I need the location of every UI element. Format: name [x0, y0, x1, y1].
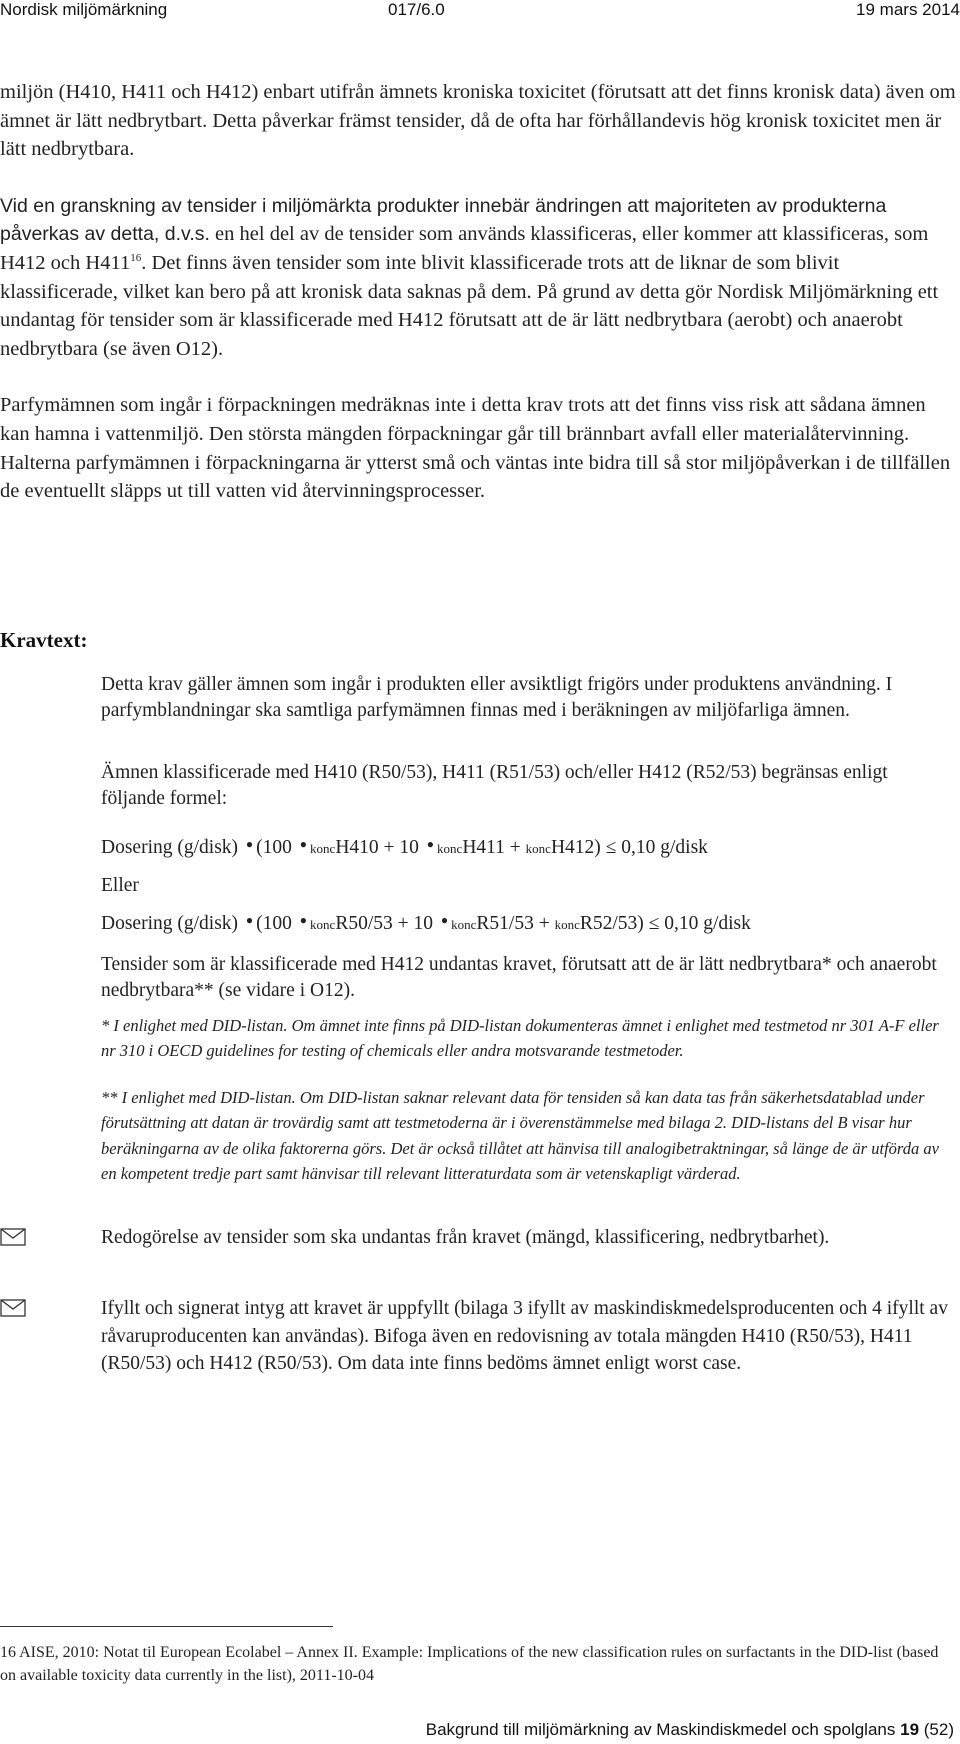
- kravtext-heading: Kravtext:: [0, 628, 88, 652]
- kravtext-limit-text: Ämnen klassificerade med H410 (R50/53), H411 (R51/53) och/eller H412 (R52/53) begränsas enligt följande formel:: [101, 762, 888, 809]
- envelope-checkbox-icon[interactable]: [0, 1228, 26, 1246]
- footnote-single-asterisk: * I enlighet med DID-listan. Om ämnet inte finns på DID-listan dokumenteras ämnet i enlighet med testmetod nr 301 A-F eller nr 310 i OECD guidelines for testing of chemicals eller andra motsvarande testmetoder.: [101, 1016, 939, 1061]
- formula-or: Eller: [101, 875, 139, 896]
- paragraph-surfactants: [0, 192, 958, 364]
- header-document-number: 017/6.0: [388, 0, 445, 19]
- paragraph-environment: miljön (H410, H411 och H412) enbart utifrån ämnets kroniska toxicitet (förutsatt att det finns kronisk data) även om ämnet är lätt nedbrytbart. Detta påverkar främst tensider, då de ofta har förhållandevis hög kronisk toxicitet men är lätt nedbrytbara.: [0, 81, 956, 161]
- footer-title: Bakgrund till miljömärkning av Maskindiskmedel och spolglans: [425, 1720, 896, 1739]
- paragraph-surfactants-rest: . Det finns även tensider som inte blivit klassificerade trots att de liknar de som blivit klassificerade, vilket kan bero på att kronisk data saknas på dem. På grund av detta gör Nordisk Miljömärkning ett undantag för tensider som är klassificerade med H412 förutsatt att de är lätt nedbrytbara (aerobt) och anaerobt nedbrytbara (se även O12).: [0, 251, 939, 360]
- kravtext-limit: [101, 760, 953, 811]
- formula-r-phrases: Dosering (g/disk) ● (100 ● koncR50/53 + 10 ● koncR51/53 + koncR52/53) ≤ 0,10 g/disk: [101, 913, 751, 934]
- body-text: [0, 78, 958, 506]
- footnote-double-asterisk: ** I enlighet med DID-listan. Om DID-listan saknar relevant data för tensiden så kan data tas från säkerhetsdatablad under förutsättning att datan är trovärdig samt att testmetoderna är i överenstämmelse med bilaga 2. DID-listans del B visar hur beräkningarna av de olika faktorerna görs. Det är också tillåtet att hänvisa till analogibetraktningar, så länge de är utförda av en kompetent tredje part samt hänvisar till relevant litteraturdata som är vetenskapligt värderad.: [101, 1088, 939, 1184]
- header-date: 19 mars 2014: [856, 0, 960, 19]
- checklist-item-text: Ifyllt och signerat intyg att kravet är uppfyllt (bilaga 3 ifyllt av maskindiskmedelsproducenten och 4 ifyllt av råvaruproducenten kan användas). Bifoga även en redovisning av totala mängden H410 (R50/53), H411 (R50/53) och H412 (R50/53). Om data inte finns bedöms ämnet enligt worst case.: [101, 1298, 948, 1374]
- checklist-item-text: Redogörelse av tensider som ska undantas från kravet (mängd, klassificering, nedbrytbarhet).: [101, 1227, 830, 1248]
- footer-page-number: 19: [900, 1720, 920, 1739]
- envelope-checkbox-icon[interactable]: [0, 1299, 26, 1317]
- footnote-reference[interactable]: 16: [130, 252, 142, 265]
- header-organization: Nordisk miljömärkning: [0, 0, 168, 19]
- bullet-dot: ●: [245, 837, 254, 851]
- bullet-dot: ●: [426, 837, 435, 851]
- paragraph-surfactants-middle: en hel del av de tensider som används klassificeras, eller kommer att klassificeras, som H412 och H411: [0, 223, 929, 274]
- paragraph-perfume: Parfymämnen som ingår i förpackningen medräknas inte i detta krav trots att det finns viss risk att sådana ämnen kan hamna i vattenmiljö. Den största mängden förpackningar går till brännbart avfall eller materialåtervinning. Halterna parfymämnen i förpackningarna är ytterst små och väntas inte bidra till så stor miljöpåverkan i de tillfällen de eventuellt släpps ut till vatten vid återvinningsprocesser.: [0, 394, 951, 503]
- kravtext-intro-text: Detta krav gäller ämnen som ingår i produkten eller avsiktligt frigörs under produktens användning. I parfymblandningar ska samtliga parfymämnen finnas med i beräkningen av miljöfarliga ämnen.: [101, 674, 893, 721]
- bullet-dot: ●: [440, 913, 449, 927]
- bullet-dot: ●: [299, 837, 308, 851]
- footnote-separator: [0, 1626, 333, 1627]
- paragraph-surfactants-lead: Vid en granskning av tensider i miljömärkta produkter innebär ändringen att majoriteten av produkterna påverkas av detta, d.v.s.: [0, 194, 887, 246]
- page-footer: [426, 1720, 954, 1740]
- footnote-16: 16 AISE, 2010: Notat til European Ecolabel – Annex II. Example: Implications of the new classification rules on surfactants in the DID-list (based on available toxicity data currently in the list), 2011-10-04: [0, 1644, 939, 1684]
- less-equal-icon: ≤: [605, 837, 617, 858]
- page-header: [0, 0, 960, 24]
- footer-page-total: (52): [923, 1720, 954, 1739]
- less-equal-icon: ≤: [648, 913, 660, 934]
- kravtext-exemption-text: Tensider som är klassificerade med H412 undantas kravet, förutsatt att de är lätt nedbrytbara* och anaerobt nedbrytbara** (se vidare i O12).: [101, 954, 937, 1001]
- bullet-dot: ●: [245, 913, 254, 927]
- kravtext-exemption: [101, 952, 953, 1003]
- formula-h-phrases: Dosering (g/disk) ● (100 ● koncH410 + 10 ● koncH411 + koncH412) ≤ 0,10 g/disk: [101, 837, 708, 858]
- kravtext-intro: [101, 672, 953, 723]
- bullet-dot: ●: [299, 913, 308, 927]
